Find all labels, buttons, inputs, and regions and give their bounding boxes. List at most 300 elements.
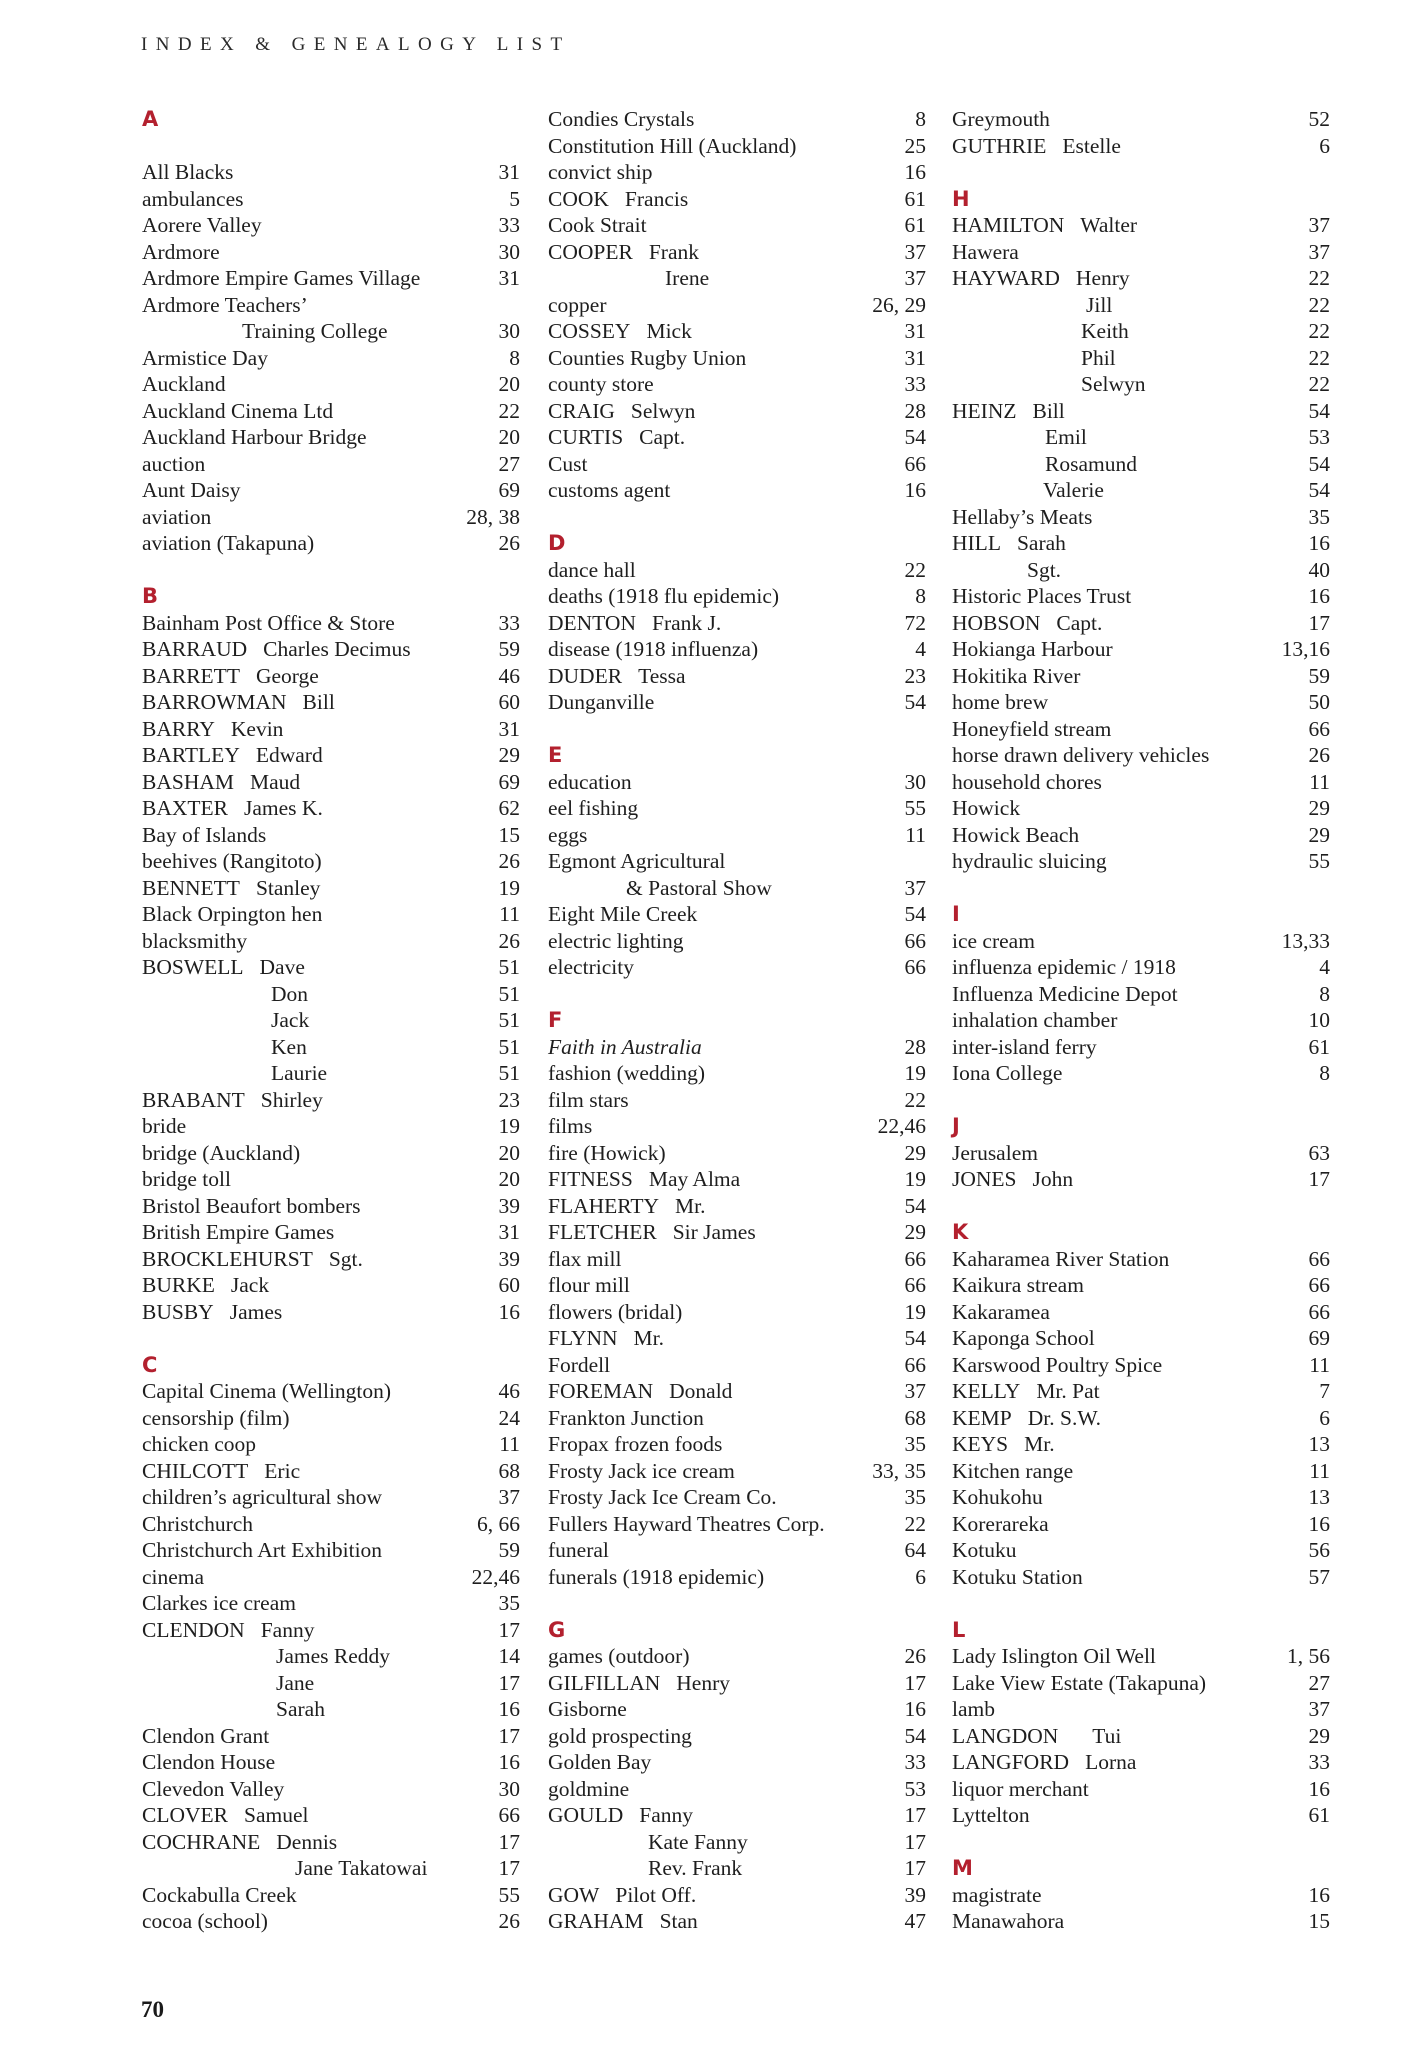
entry-label: Hokianga Harbour: [952, 637, 1113, 661]
entry-label: Karswood Poultry Spice: [952, 1352, 1163, 1377]
entry-pages: 27: [1308, 1670, 1330, 1695]
entry-term: [142, 1643, 390, 1670]
index-entry: [952, 1776, 1330, 1803]
entry-pages: 31: [498, 266, 520, 290]
entry-pages: 57: [1308, 1564, 1330, 1589]
entry-term: [142, 928, 247, 955]
section-letter-e: E: [548, 743, 563, 767]
entry-term: [952, 106, 1050, 133]
entry-term: [548, 1643, 690, 1670]
entry-term: [548, 1431, 722, 1458]
entry-label: eggs: [548, 822, 588, 847]
index-entry: [548, 954, 926, 981]
index-entry: [548, 1272, 926, 1299]
entry-pages: 52: [1308, 107, 1330, 131]
index-entry: [548, 1696, 926, 1723]
entry-label: Kaharamea River Station: [952, 1246, 1170, 1271]
entry-pages: 59: [498, 1538, 520, 1562]
section-spacer: [548, 1590, 926, 1617]
entry-given-name: Frank: [648, 239, 699, 264]
entry-term: [952, 133, 1121, 160]
section-letter-h: H: [952, 186, 970, 211]
entry-term: [548, 451, 587, 478]
entry-term: [548, 1908, 698, 1935]
entry-term: [952, 1034, 1097, 1061]
entry-label: Christchurch Art Exhibition: [142, 1538, 383, 1562]
entry-surname: DENTON: [548, 610, 636, 635]
entry-label: Jerusalem: [952, 1140, 1038, 1165]
entry-term: [548, 1060, 705, 1087]
entry-pages: 72: [904, 610, 926, 635]
entry-label: Kohukohu: [952, 1485, 1043, 1509]
entry-term: [142, 1458, 300, 1485]
entry-pages: 23: [904, 663, 926, 688]
entry-pages: 35: [498, 1591, 520, 1615]
entry-pages: 16: [498, 1299, 520, 1324]
entry-given-name: Samuel: [244, 1803, 309, 1827]
section-letter-f: F: [548, 1008, 563, 1032]
entry-given-name: Tessa: [638, 663, 686, 688]
entry-surname: BRABANT: [142, 1087, 245, 1112]
entry-label: Jill: [1086, 292, 1113, 317]
entry-given-name: Mr. Pat: [1036, 1379, 1100, 1403]
entry-label: chicken coop: [142, 1432, 257, 1456]
index-entry: [952, 1564, 1330, 1591]
entry-pages: 51: [498, 1061, 520, 1085]
entry-label: films: [548, 1114, 593, 1138]
entry-label: games (outdoor): [548, 1644, 690, 1668]
index-entry: [142, 1113, 520, 1140]
entry-surname: BARTLEY: [142, 743, 240, 767]
entry-pages: 61: [1308, 1034, 1330, 1059]
entry-term: [142, 1060, 327, 1087]
entry-label: Frosty Jack ice cream: [548, 1458, 735, 1483]
entry-pages: 22,46: [877, 1114, 926, 1138]
entry-label: Kaikura stream: [952, 1273, 1084, 1297]
index-entry: [548, 1219, 926, 1246]
index-entry: [548, 1643, 926, 1670]
entry-given-name: Tui: [1092, 1723, 1122, 1748]
entry-given-name: Eric: [264, 1458, 301, 1483]
entry-label: blacksmithy: [142, 928, 248, 953]
entry-pages: 13: [1308, 1485, 1330, 1509]
entry-pages: 66: [904, 1273, 926, 1297]
entry-surname: KEYS: [952, 1432, 1009, 1456]
entry-label: influenza epidemic / 1918: [952, 955, 1176, 979]
entry-pages: 33: [498, 213, 520, 237]
index-entry: [142, 1246, 520, 1273]
entry-term: [548, 265, 709, 292]
entry-surname: BENNETT: [142, 875, 240, 900]
entry-given-name: Walter: [1080, 213, 1138, 237]
section-letter-i: I: [952, 902, 960, 926]
entry-pages: 55: [498, 1882, 520, 1907]
entry-surname: FLETCHER: [548, 1220, 657, 1244]
index-entry: [142, 742, 520, 769]
entry-label: county store: [548, 372, 654, 396]
entry-pages: 16: [904, 1697, 926, 1721]
index-entry: [548, 1405, 926, 1432]
entry-term: [952, 318, 1129, 345]
entry-label: Rosamund: [1045, 451, 1137, 476]
entry-label: children’s agricultural show: [142, 1485, 383, 1509]
entry-pages: 31: [498, 716, 520, 741]
entry-pages: 66: [1308, 1273, 1330, 1297]
index-entry: [548, 239, 926, 266]
index-entry: [142, 1617, 520, 1644]
entry-pages: 16: [1308, 1776, 1330, 1801]
entry-pages: 1, 56: [1287, 1644, 1330, 1668]
entry-label: Historic Places Trust: [952, 584, 1132, 608]
entry-label: customs agent: [548, 478, 671, 502]
entry-label: Jane Takatowai: [295, 1856, 428, 1880]
entry-term: [548, 954, 634, 981]
entry-pages: 66: [498, 1803, 520, 1827]
entry-term: [548, 1378, 732, 1405]
entry-term: [952, 663, 1080, 690]
entry-pages: 66: [1308, 1299, 1330, 1324]
entry-pages: 66: [1308, 1246, 1330, 1271]
index-entry: [142, 1484, 520, 1511]
entry-label: goldmine: [548, 1776, 630, 1801]
entry-pages: 30: [498, 319, 520, 343]
section-letter-a: A: [142, 107, 159, 131]
index-entry: [142, 1378, 520, 1405]
page-number: 70: [141, 1997, 164, 2022]
entry-term: [548, 292, 607, 319]
entry-pages: 56: [1308, 1538, 1330, 1562]
entry-pages: 5: [509, 186, 520, 211]
index-entry: [952, 1723, 1330, 1750]
entry-given-name: Donald: [669, 1379, 733, 1403]
index-entry: [952, 769, 1330, 796]
entry-given-name: Pilot Off.: [615, 1882, 697, 1907]
index-entry: [142, 822, 520, 849]
entry-term: [548, 636, 758, 663]
entry-term: [142, 610, 395, 637]
entry-surname: BROCKLEHURST: [142, 1246, 313, 1271]
index-entry: [952, 1749, 1330, 1776]
entry-pages: 37: [904, 266, 926, 290]
entry-label: Clevedon Valley: [142, 1776, 285, 1801]
entry-term: [548, 1272, 630, 1299]
index-entry: [952, 557, 1330, 584]
entry-given-name: James K.: [244, 796, 323, 820]
entry-pages: 59: [498, 637, 520, 661]
entry-surname: BAXTER: [142, 796, 228, 820]
entry-given-name: Maud: [250, 769, 301, 794]
index-entry: [548, 345, 926, 372]
entry-label: Auckland Harbour Bridge: [142, 425, 367, 449]
entry-term: [952, 1484, 1043, 1511]
entry-pages: 30: [904, 769, 926, 794]
index-entry: [548, 1378, 926, 1405]
entry-term: [142, 1299, 282, 1326]
entry-given-name: Lorna: [1085, 1750, 1137, 1774]
entry-term: [142, 1855, 427, 1882]
section-spacer: [548, 981, 926, 1008]
entry-surname: BUSBY: [142, 1299, 214, 1324]
entry-label: fashion (wedding): [548, 1061, 706, 1085]
index-entry: [142, 504, 520, 531]
entry-given-name: Sgt.: [328, 1246, 363, 1271]
index-entry: [142, 795, 520, 822]
section-spacer: [952, 1590, 1330, 1617]
entry-term: [952, 371, 1146, 398]
entry-label: disease (1918 influenza): [548, 637, 759, 661]
entry-surname: KELLY: [952, 1379, 1021, 1403]
entry-surname: FLYNN: [548, 1326, 618, 1350]
entry-given-name: Charles Decimus: [263, 637, 411, 661]
entry-label: Condies Crystals: [548, 107, 695, 131]
entry-label: fire (Howick): [548, 1140, 666, 1165]
index-entry: [952, 1140, 1330, 1167]
index-entry: [952, 504, 1330, 531]
index-entry: [142, 1087, 520, 1114]
entry-term: [952, 1776, 1089, 1803]
entry-given-name: Jack: [230, 1273, 270, 1297]
entry-pages: 26: [498, 1909, 520, 1933]
entry-label: Dunganville: [548, 690, 655, 714]
entry-given-name: Kevin: [230, 716, 284, 741]
entry-term: [548, 318, 692, 345]
index-entry: [952, 371, 1330, 398]
entry-pages: 6, 66: [477, 1511, 520, 1536]
entry-label: Jack: [271, 1008, 310, 1032]
entry-term: [952, 477, 1104, 504]
entry-surname: HILL: [952, 531, 1001, 555]
entry-term: [548, 928, 684, 955]
entry-term: [142, 1511, 253, 1538]
entry-pages: 53: [1308, 425, 1330, 449]
entry-term: [548, 1882, 696, 1909]
index-entry: [142, 318, 520, 345]
entry-pages: 37: [904, 239, 926, 264]
index-entry: [548, 769, 926, 796]
entry-given-name: Henry: [676, 1670, 730, 1695]
entry-label: Faith in Australia: [548, 1034, 702, 1059]
entry-pages: 22: [1308, 345, 1330, 370]
entry-label: Influenza Medicine Depot: [952, 981, 1178, 1006]
entry-term: [548, 106, 694, 133]
entry-term: [952, 610, 1102, 637]
entry-term: [142, 265, 420, 292]
entry-label: Phil: [1081, 345, 1116, 370]
index-entry: [952, 1908, 1330, 1935]
index-entry: [952, 133, 1330, 160]
entry-term: [548, 875, 772, 902]
entry-term: [548, 159, 653, 186]
entry-term: [142, 716, 283, 743]
entry-surname: JONES: [952, 1167, 1017, 1191]
entry-term: [142, 1537, 382, 1564]
entry-label: Sgt.: [1027, 557, 1062, 582]
entry-pages: 66: [1308, 716, 1330, 741]
entry-given-name: Fanny: [639, 1803, 693, 1827]
entry-surname: CLOVER: [142, 1803, 228, 1827]
entry-given-name: Capt.: [1056, 610, 1103, 635]
entry-label: Frankton Junction: [548, 1405, 704, 1430]
entry-term: [952, 1511, 1049, 1538]
index-entry: [142, 1166, 520, 1193]
index-entry: [548, 1246, 926, 1273]
entry-term: [142, 504, 211, 531]
index-entry: [142, 1034, 520, 1061]
entry-pages: 17: [904, 1829, 926, 1854]
entry-pages: 17: [904, 1803, 926, 1827]
section-spacer: [952, 159, 1330, 186]
entry-term: [548, 1113, 592, 1140]
entry-term: [142, 689, 335, 716]
entry-term: [142, 663, 319, 690]
index-entry: [548, 1908, 926, 1935]
entry-label: magistrate: [952, 1882, 1042, 1907]
entry-label: Kitchen range: [952, 1458, 1074, 1483]
entry-term: [952, 1140, 1038, 1167]
index-entry: [142, 292, 520, 319]
index-entry: [142, 981, 520, 1008]
entry-label: electric lighting: [548, 928, 684, 953]
entry-pages: 20: [498, 425, 520, 449]
entry-pages: 19: [904, 1061, 926, 1085]
entry-given-name: Henry: [1075, 266, 1130, 290]
entry-surname: BARROWMAN: [142, 690, 287, 714]
entry-pages: 66: [904, 928, 926, 953]
entry-pages: 11: [499, 902, 520, 926]
running-head: INDEX & GENEALOGY LIST: [141, 34, 571, 55]
index-entry: [952, 398, 1330, 425]
entry-term: [952, 1352, 1162, 1379]
entry-term: [548, 1299, 682, 1326]
entry-pages: 17: [1308, 610, 1330, 635]
entry-pages: 35: [904, 1432, 926, 1456]
entry-pages: 59: [1308, 663, 1330, 688]
entry-pages: 54: [904, 690, 926, 714]
entry-pages: 31: [904, 345, 926, 370]
index-entry: [142, 610, 520, 637]
entry-pages: 19: [498, 1114, 520, 1138]
entry-pages: 22: [904, 1087, 926, 1112]
index-entry: [142, 1723, 520, 1750]
index-entry: [142, 1670, 520, 1697]
entry-pages: 16: [904, 478, 926, 502]
entry-label: Honeyfield stream: [952, 716, 1112, 741]
entry-term: [142, 742, 323, 769]
index-entry: [142, 530, 520, 557]
entry-label: beehives (Rangitoto): [142, 849, 322, 873]
entry-term: [548, 186, 688, 213]
entry-pages: 8: [915, 584, 926, 608]
entry-term: [952, 398, 1065, 425]
entry-term: [142, 159, 233, 186]
entry-term: [142, 371, 226, 398]
entry-label: Fordell: [548, 1352, 611, 1377]
index-entry: [952, 636, 1330, 663]
section-spacer: [952, 875, 1330, 902]
index-entry: [548, 398, 926, 425]
entry-term: [548, 795, 638, 822]
entry-pages: 54: [904, 1326, 926, 1350]
entry-term: [548, 1749, 651, 1776]
index-entry: [548, 1802, 926, 1829]
index-entry: [548, 371, 926, 398]
entry-pages: 68: [904, 1405, 926, 1430]
entry-pages: 60: [498, 690, 520, 714]
entry-given-name: Fanny: [260, 1617, 315, 1642]
entry-pages: 17: [498, 1829, 520, 1854]
entry-pages: 19: [904, 1299, 926, 1324]
entry-pages: 31: [498, 160, 520, 184]
entry-surname: CRAIG: [548, 398, 615, 423]
index-entry: [142, 1855, 520, 1882]
entry-pages: 26, 29: [872, 292, 926, 317]
entry-pages: 22: [1308, 266, 1330, 290]
index-entry: [142, 1882, 520, 1909]
entry-term: [142, 1590, 296, 1617]
index-entry: [142, 769, 520, 796]
entry-label: Kate Fanny: [648, 1829, 748, 1854]
entry-label: Egmont Agricultural: [548, 849, 726, 873]
entry-term: [548, 663, 686, 690]
section-spacer: [952, 1087, 1330, 1114]
section-letter-d: D: [548, 531, 566, 555]
entry-term: [952, 504, 1092, 531]
entry-pages: 16: [1308, 1882, 1330, 1907]
entry-term: [142, 1007, 309, 1034]
entry-pages: 25: [904, 133, 926, 158]
index-entry: [952, 1034, 1330, 1061]
entry-label: aviation: [142, 504, 212, 529]
index-entry: [548, 795, 926, 822]
entry-given-name: Capt.: [639, 425, 686, 449]
entry-label: Aorere Valley: [142, 213, 262, 237]
index-entry: [952, 848, 1330, 875]
entry-label: Golden Bay: [548, 1750, 652, 1774]
entry-pages: 28: [904, 1034, 926, 1059]
entry-term: [952, 1007, 1117, 1034]
entry-pages: 64: [904, 1538, 926, 1562]
index-entry: [142, 398, 520, 425]
entry-pages: 54: [1308, 478, 1330, 502]
entry-label: funeral: [548, 1538, 609, 1562]
entry-label: gold prospecting: [548, 1723, 692, 1748]
entry-label: Hawera: [952, 239, 1019, 264]
index-entry: [142, 1776, 520, 1803]
entry-term: [548, 583, 779, 610]
index-entry: [142, 212, 520, 239]
index-entry: [952, 1802, 1330, 1829]
entry-term: [142, 1802, 309, 1829]
entry-label: British Empire Games: [142, 1220, 335, 1244]
section-letter-j: J: [952, 1114, 960, 1138]
entry-given-name: Dave: [259, 955, 305, 979]
entry-surname: BARRY: [142, 716, 215, 741]
entry-pages: 6: [1319, 133, 1330, 158]
entry-label: Ardmore Teachers’: [142, 292, 308, 317]
entry-term: [142, 1246, 363, 1273]
index-entry: [548, 928, 926, 955]
entry-term: [952, 795, 1020, 822]
entry-pages: 37: [1308, 1697, 1330, 1721]
entry-term: [952, 1882, 1042, 1909]
section-letter-c: C: [142, 1352, 158, 1377]
index-entry: [548, 1458, 926, 1485]
index-entry: [548, 1537, 926, 1564]
entry-surname: LANGDON: [952, 1723, 1059, 1748]
entry-term: [548, 1193, 705, 1220]
entry-pages: 16: [904, 160, 926, 184]
entry-term: [952, 822, 1079, 849]
